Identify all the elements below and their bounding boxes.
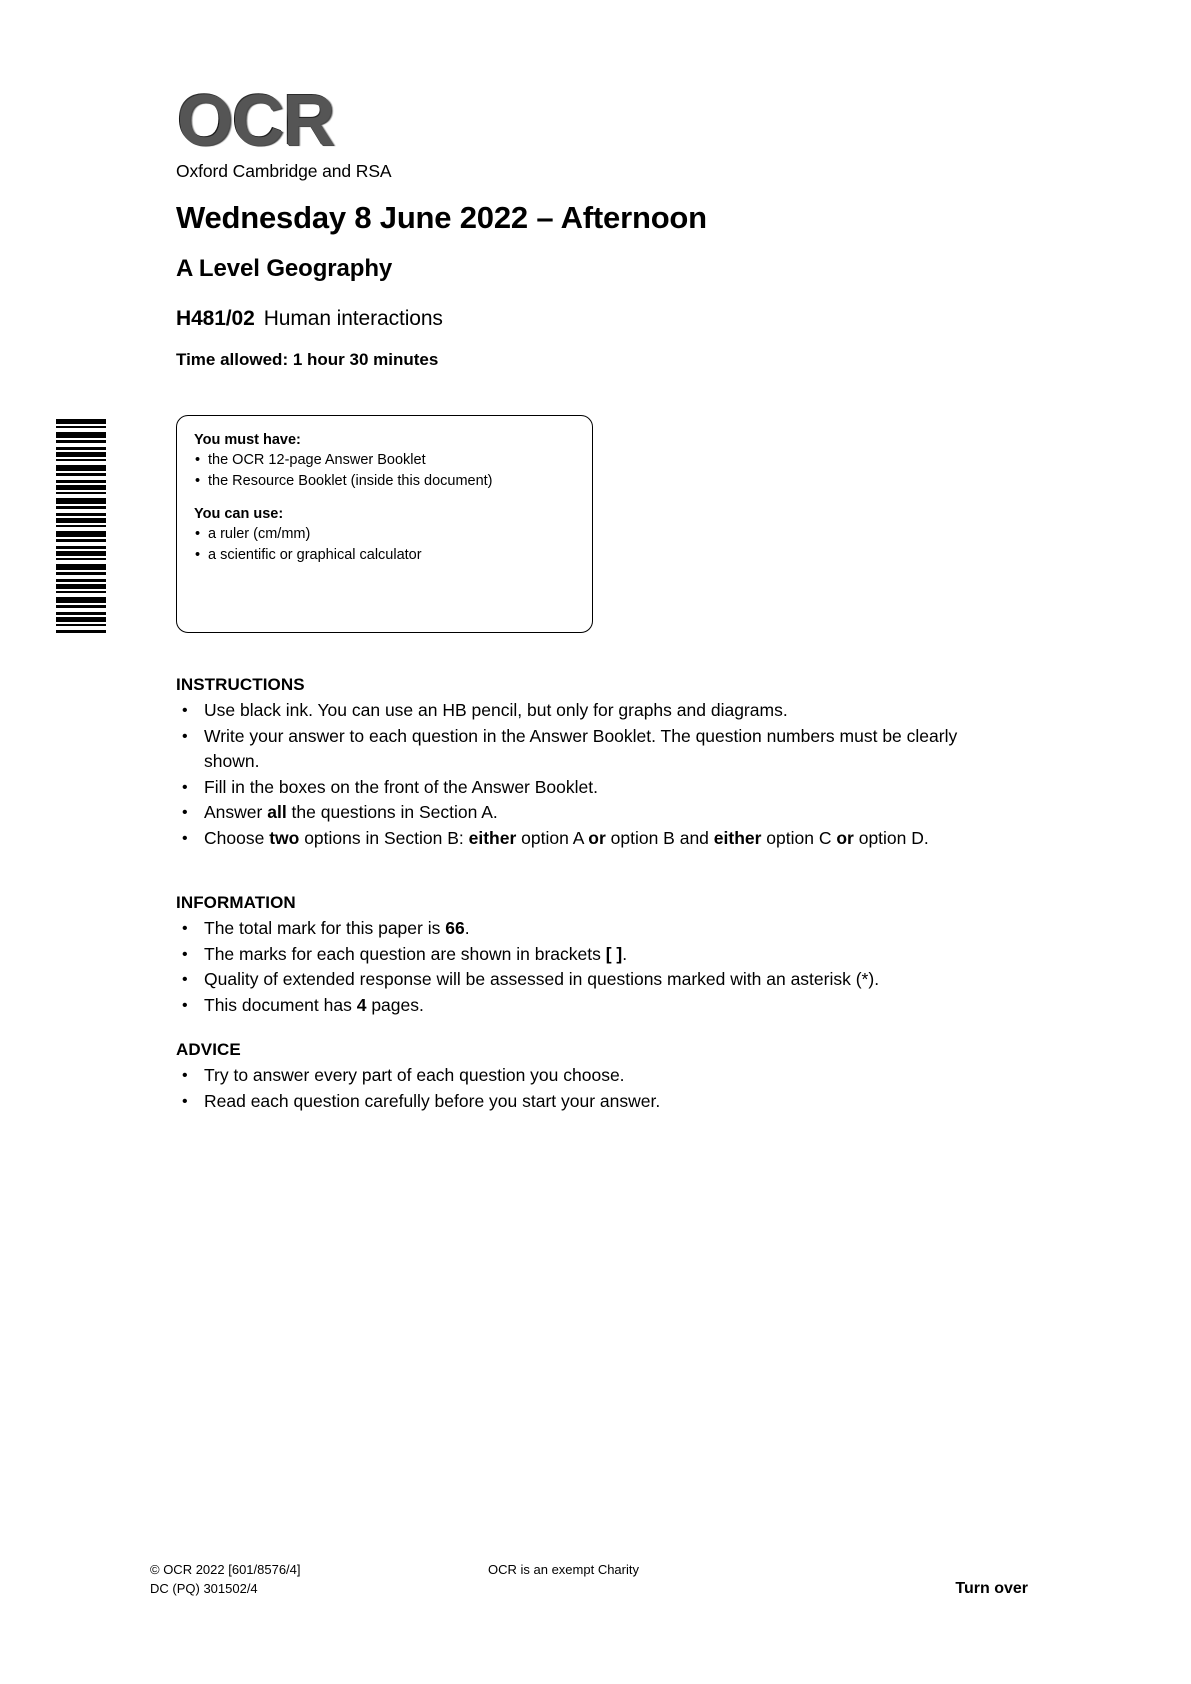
copyright-line: © OCR 2022 [601/8576/4] — [150, 1562, 301, 1577]
instructions-list — [176, 698, 1008, 851]
paper-code: H481/02 — [176, 307, 255, 330]
text-fragment: Choose — [204, 827, 270, 848]
advice-section — [176, 1040, 1008, 1114]
list-item — [176, 916, 1008, 942]
instructions-section — [176, 675, 1008, 851]
time-allowed: Time allowed: 1 hour 30 minutes — [176, 350, 439, 369]
text-fragment: option C — [761, 827, 837, 848]
text-fragment-bold: either — [468, 827, 517, 848]
text-fragment-bold: or — [588, 827, 606, 848]
can-use-heading: You can use: — [194, 506, 284, 522]
text-fragment-bold: all — [267, 802, 287, 822]
must-have-list — [194, 450, 576, 492]
list-item: • a scientific or graphical calculator — [194, 545, 576, 566]
text-fragment: option D. — [853, 827, 929, 848]
text-fragment: options in Section B: — [299, 827, 469, 848]
advice-title: ADVICE — [176, 1040, 241, 1059]
list-item — [176, 826, 1008, 852]
information-section — [176, 893, 1008, 1018]
text-fragment: option B and — [605, 827, 714, 848]
footer-left — [150, 1560, 301, 1598]
text-fragment: The total mark for this paper is — [204, 918, 446, 938]
must-have-heading: You must have: — [194, 432, 301, 448]
text-fragment: pages. — [366, 994, 424, 1015]
information-list — [176, 916, 1008, 1018]
list-item: • Quality of extended response will be assessed in questions marked with an asterisk (*). — [176, 967, 1008, 993]
page-footer — [150, 1560, 1050, 1610]
instructions-title: INSTRUCTIONS — [176, 675, 305, 694]
text-fragment: Answer — [204, 802, 268, 822]
list-item — [176, 800, 1008, 826]
list-item: • Try to answer every part of each question you choose. — [176, 1063, 1008, 1089]
list-item: • Use black ink. You can use an HB pencil, but only for graphs and diagrams. — [176, 698, 1008, 724]
page-count-value: 4 — [356, 994, 367, 1015]
list-item — [176, 993, 1008, 1019]
ocr-logo — [176, 82, 476, 182]
information-title: INFORMATION — [176, 893, 296, 912]
advice-list — [176, 1063, 1008, 1114]
text-fragment-bold: or — [836, 827, 854, 848]
can-use-list — [194, 524, 576, 566]
text-fragment: . — [464, 918, 470, 938]
paper-line — [176, 307, 443, 331]
total-mark-value: 66 — [445, 918, 465, 938]
text-fragment-bold: either — [713, 827, 762, 848]
turn-over-label: Turn over — [955, 1580, 1028, 1597]
charity-note: OCR is an exempt Charity — [488, 1562, 639, 1577]
text-fragment: the questions in Section A. — [286, 802, 498, 822]
list-item: • a ruler (cm/mm) — [194, 524, 576, 545]
list-item: • Fill in the boxes on the front of the Answer Booklet. — [176, 775, 1008, 801]
qualification-title: A Level Geography — [176, 255, 393, 282]
paper-name: Human interactions — [263, 307, 443, 330]
list-item: • Read each question carefully before you start your answer. — [176, 1089, 1008, 1115]
barcode-bars — [56, 414, 106, 636]
list-item: • Write your answer to each question in the Answer Booklet. The question numbers must be clearly shown. — [176, 724, 1008, 775]
exam-datetime-title: Wednesday 8 June 2022 – Afternoon — [176, 200, 707, 235]
list-item: • the Resource Booklet (inside this document) — [194, 471, 576, 492]
brackets-glyph: [ ] — [605, 943, 623, 964]
text-fragment-bold: two — [269, 827, 300, 848]
ocr-wordmark: OCR — [176, 82, 476, 158]
text-fragment: This document has — [204, 994, 357, 1015]
document-code-line: DC (PQ) 301502/4 — [150, 1581, 258, 1596]
list-item: • the OCR 12-page Answer Booklet — [194, 450, 576, 471]
text-fragment: The marks for each question are shown in brackets — [204, 943, 606, 964]
barcode — [36, 414, 106, 636]
text-fragment: . — [622, 943, 628, 964]
list-item — [176, 942, 1008, 968]
ocr-strapline: Oxford Cambridge and RSA — [176, 161, 392, 181]
materials-box — [176, 415, 593, 633]
text-fragment: option A — [516, 827, 589, 848]
